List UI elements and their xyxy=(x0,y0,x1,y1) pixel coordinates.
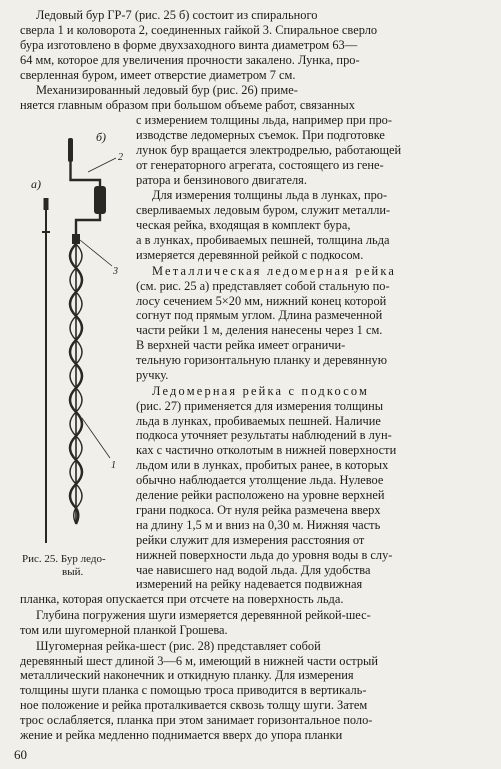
text-line: (см. рис. 25 а) представляет собой стальную по- xyxy=(136,278,390,293)
text-line: том или шугомерной планкой Грошева. xyxy=(20,622,228,637)
figure-caption-line2: вый. xyxy=(62,566,84,578)
text-line: грани подкоса. От нуля рейка размечена вверх xyxy=(136,502,381,517)
callout-2: 2 xyxy=(118,152,123,163)
text-line: толщины шуги планка с помощью троса приводится в вертикаль- xyxy=(20,683,367,698)
callout-3: 3 xyxy=(113,266,118,277)
text-line: Ледовый бур ГР-7 (рис. 25 б) состоит из спирального xyxy=(36,8,318,22)
text-line: В верхней части рейка имеет ограничи- xyxy=(136,338,346,353)
text-line: а в лунках, пробиваемых пешней, толщина льда xyxy=(136,233,390,248)
text-line: бура изготовлено в форме двухзаходного винта диаметром 63— xyxy=(20,37,358,52)
text-line: Механизированный ледовый бур (рис. 26) приме- xyxy=(36,83,298,98)
text-line: рейки служит для измерения расстояния от xyxy=(136,532,365,547)
callout-2-leader xyxy=(88,158,116,172)
text-line: ратора и бензинового двигателя. xyxy=(136,172,307,187)
brace-top-knob xyxy=(68,138,73,162)
text-line: льдом или в лунках, пробитых ранее, в которых xyxy=(136,458,389,473)
text-line: лосу сечением 5×20 мм, нижний конец которой xyxy=(136,293,387,308)
text-line: согнут под прямым углом. Длина размеченной xyxy=(136,308,383,323)
text-line: части рейки 1 м, деления нанесены через 1 см. xyxy=(136,323,383,338)
text-line: ное положение и рейка проталкивается сквозь толщу шуги. Затем xyxy=(20,698,368,713)
text-line: измерений на рейку надевается подвижная xyxy=(136,577,363,592)
text-line: жение и рейка медленно поднимается вверх до упора планки xyxy=(20,728,343,742)
text-line: нижней поверхности льда до уровня воды в слу- xyxy=(136,547,393,562)
text-line: измеряется деревянной рейкой с подкосом. xyxy=(136,248,364,262)
text-line: Глубина погружения шуги измеряется деревянной рейкой-шес- xyxy=(36,608,371,622)
brace-handle xyxy=(94,186,106,214)
drill-nut xyxy=(72,234,80,244)
text-line: на длину 1,5 м и вниз на 0,30 м. Нижняя часть xyxy=(136,517,381,532)
text-line: сверливаемых ледовым буром, служит металли- xyxy=(136,203,391,218)
figure-label-a: а) xyxy=(31,177,41,191)
text-line: Для измерения толщины льда в лунках, про- xyxy=(152,188,388,203)
rod-handle xyxy=(44,198,49,210)
callout-1: 1 xyxy=(111,460,116,471)
text-line: ческая рейка, входящая в комплект бура, xyxy=(136,218,351,233)
text-line: тельную горизонтальную планку и деревянную xyxy=(136,353,387,368)
text-line: Металлическая ледомерная рейка xyxy=(152,263,397,278)
text-line: сверла 1 и коловорота 2, соединенных гайкой 3. Спиральное сверло xyxy=(20,22,378,37)
text-line: обычно наблюдается утолщение льда. Нулевое xyxy=(136,473,384,488)
text-line: подкоса уточняет результаты наблюдений в лун- xyxy=(136,428,392,443)
text-line: (рис. 27) применяется для измерения толщины xyxy=(136,398,384,413)
text-line: от генераторного агрегата, состоящего из гене- xyxy=(136,157,384,172)
text-line: Шугомерная рейка-шест (рис. 28) представляет собой xyxy=(36,638,321,653)
text-line: няется главным образом при большом объеме работ, связанных xyxy=(20,98,355,113)
text-line: деревянный шест длиной 3—6 м, имеющий в нижней части острый xyxy=(20,653,379,668)
text-line: 64 мм, которое для увеличения прочности закалено. Лунка, про- xyxy=(20,52,360,67)
text-line: ках с частично отколотым в нижней поверхности xyxy=(136,443,397,458)
ice-drill-illustration xyxy=(30,128,130,550)
text-line: с измерением толщины льда, например при про- xyxy=(136,113,392,128)
text-line: изводстве ледомерных съемок. При подготовке xyxy=(136,128,385,142)
text-line: металлический наконечник и откидную планку. Для измерения xyxy=(20,668,354,683)
text-line: чае нависшего над водой льда. Для удобства xyxy=(136,562,371,577)
figure-caption-line1: Рис. 25. Бур ледо- xyxy=(22,553,106,565)
callout-3-leader xyxy=(80,240,112,266)
figure-label-b: б) xyxy=(96,130,107,144)
ice-drill-figure xyxy=(30,128,130,550)
text-line: льда в лунках, пробиваемых пешней. Наличие xyxy=(136,413,381,428)
text-line: лунок бур вращается электродрелью, работающей xyxy=(136,142,402,157)
text-line: Ледомерная рейка с подкосом xyxy=(152,383,370,398)
text-line: трос ослабляется, планка при этом занимает горизонтальное поло- xyxy=(20,713,373,728)
text-line: деление рейки расположено на уровне верхней xyxy=(136,488,385,502)
text-line: планка, которая опускается при отсчете на поверхность льда. xyxy=(20,592,344,607)
text-line: сверленная буром, имеет отверстие диаметром 7 см. xyxy=(20,67,296,82)
callout-1-leader xyxy=(82,418,110,458)
page-number: 60 xyxy=(14,747,27,762)
text-line: ручку. xyxy=(136,368,169,382)
